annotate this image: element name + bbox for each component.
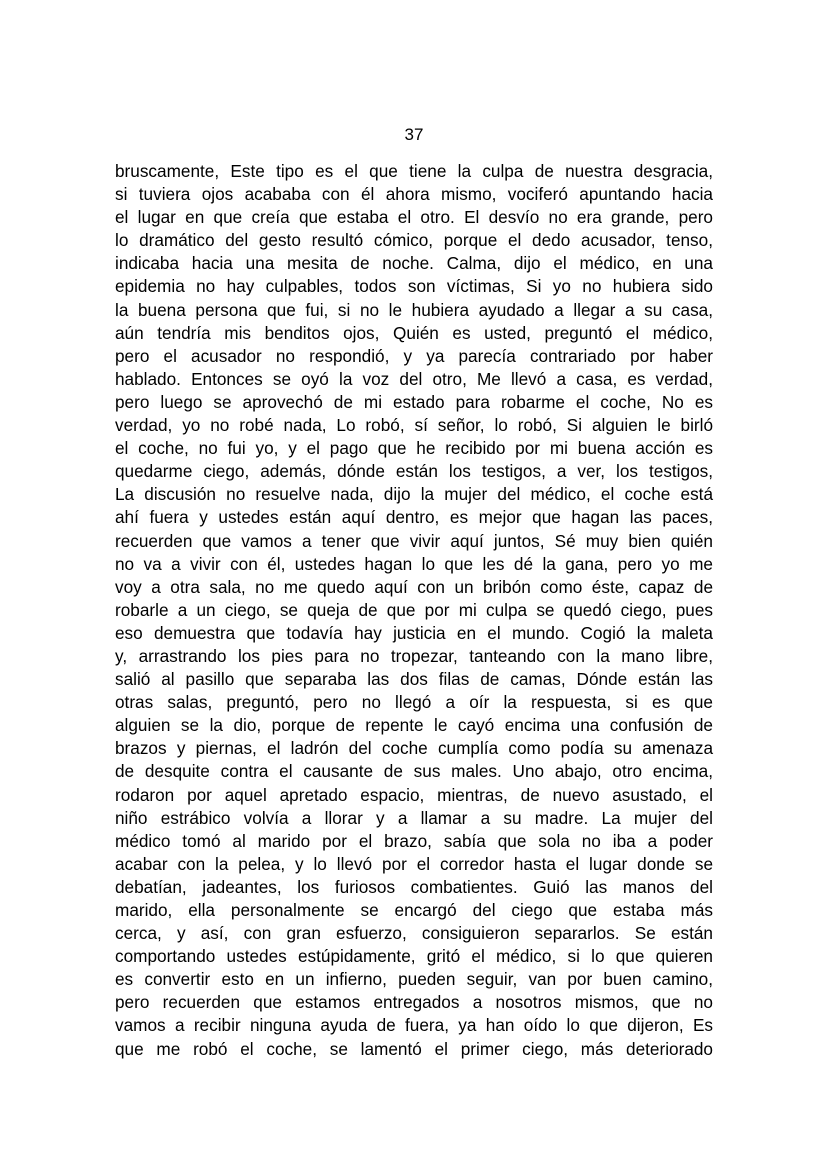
text-line: voy a otra sala, no me quedo aquí con un bribón como éste, capaz de <box>115 576 713 597</box>
text-line: niño estrábico volvía a llorar y a llamar a su madre. La mujer del <box>115 807 713 828</box>
text-line: robarle a un ciego, se queja de que por mi culpa se quedó ciego, pues <box>115 599 713 620</box>
text-line: la buena persona que fui, si no le hubiera ayudado a llegar a su casa, <box>115 299 713 320</box>
text-line: vamos a recibir ninguna ayuda de fuera, ya han oído lo que dijeron, Es <box>115 1015 713 1036</box>
text-line: cerca, y así, con gran esfuerzo, consiguieron separarlos. Se están <box>115 923 713 944</box>
text-line: el lugar en que creía que estaba el otro. El desvío no era grande, pero <box>115 207 713 228</box>
text-line: alguien se la dio, porque de repente le cayó encima una confusión de <box>115 715 713 736</box>
text-line: y, arrastrando los pies para no tropezar, tanteando con la mano libre, <box>115 645 713 666</box>
text-line: el coche, no fui yo, y el pago que he recibido por mi buena acción es <box>115 438 713 459</box>
text-line: otras salas, preguntó, pero no llegó a oír la respuesta, si es que <box>115 692 713 713</box>
text-line: de desquite contra el causante de sus males. Uno abajo, otro encima, <box>115 761 713 782</box>
text-line: debatían, jadeantes, los furiosos combatientes. Guió las manos del <box>115 876 713 897</box>
text-line: lo dramático del gesto resultó cómico, porque el dedo acusador, tenso, <box>115 230 713 251</box>
text-line: que me robó el coche, se lamentó el primer ciego, más deteriorado <box>115 1038 713 1059</box>
text-line: epidemia no hay culpables, todos son víctimas, Si yo no hubiera sido <box>115 276 713 297</box>
text-line: pero recuerden que estamos entregados a nosotros mismos, que no <box>115 992 713 1013</box>
text-line: hablado. Entonces se oyó la voz del otro, Me llevó a casa, es verdad, <box>115 368 713 389</box>
body-paragraph <box>115 160 713 1061</box>
text-line: acabar con la pelea, y lo llevó por el corredor hasta el lugar donde se <box>115 853 713 874</box>
text-line: es convertir esto en un infierno, pueden seguir, van por buen camino, <box>115 969 713 990</box>
text-line: comportando ustedes estúpidamente, gritó el médico, si lo que quieren <box>115 946 713 967</box>
text-line: brazos y piernas, el ladrón del coche cumplía como podía su amenaza <box>115 738 713 759</box>
text-line: pero luego se aprovechó de mi estado para robarme el coche, No es <box>115 391 713 412</box>
page-number: 37 <box>404 125 424 144</box>
text-line: si tuviera ojos acababa con él ahora mismo, vociferó apuntando hacia <box>115 184 713 205</box>
text-line: La discusión no resuelve nada, dijo la mujer del médico, el coche está <box>115 484 713 505</box>
text-line: quedarme ciego, además, dónde están los testigos, a ver, los testigos, <box>115 461 713 482</box>
text-line: rodaron por aquel apretado espacio, mientras, de nuevo asustado, el <box>115 784 713 805</box>
text-line: verdad, yo no robé nada, Lo robó, sí señor, lo robó, Si alguien le birló <box>115 415 713 436</box>
text-line: recuerden que vamos a tener que vivir aquí juntos, Sé muy bien quién <box>115 530 713 551</box>
text-line: marido, ella personalmente se encargó del ciego que estaba más <box>115 900 713 920</box>
text-line: bruscamente, Este tipo es el que tiene la culpa de nuestra desgracia, <box>115 161 713 181</box>
text-line: salió al pasillo que separaba las dos filas de camas, Dónde están las <box>115 669 713 690</box>
text-line: eso demuestra que todavía hay justicia en el mundo. Cogió la maleta <box>115 622 713 643</box>
text-line: aún tendría mis benditos ojos, Quién es usted, preguntó el médico, <box>115 322 713 343</box>
text-line: médico tomó al marido por el brazo, sabía que sola no iba a poder <box>115 830 713 851</box>
text-line: pero el acusador no respondió, y ya parecía contrariado por haber <box>115 345 713 366</box>
text-line: indicaba hacia una mesita de noche. Calma, dijo el médico, en una <box>115 253 713 274</box>
text-line: no va a vivir con él, ustedes hagan lo que les dé la gana, pero yo me <box>115 553 713 574</box>
text-line: ahí fuera y ustedes están aquí dentro, es mejor que hagan las paces, <box>115 507 713 528</box>
